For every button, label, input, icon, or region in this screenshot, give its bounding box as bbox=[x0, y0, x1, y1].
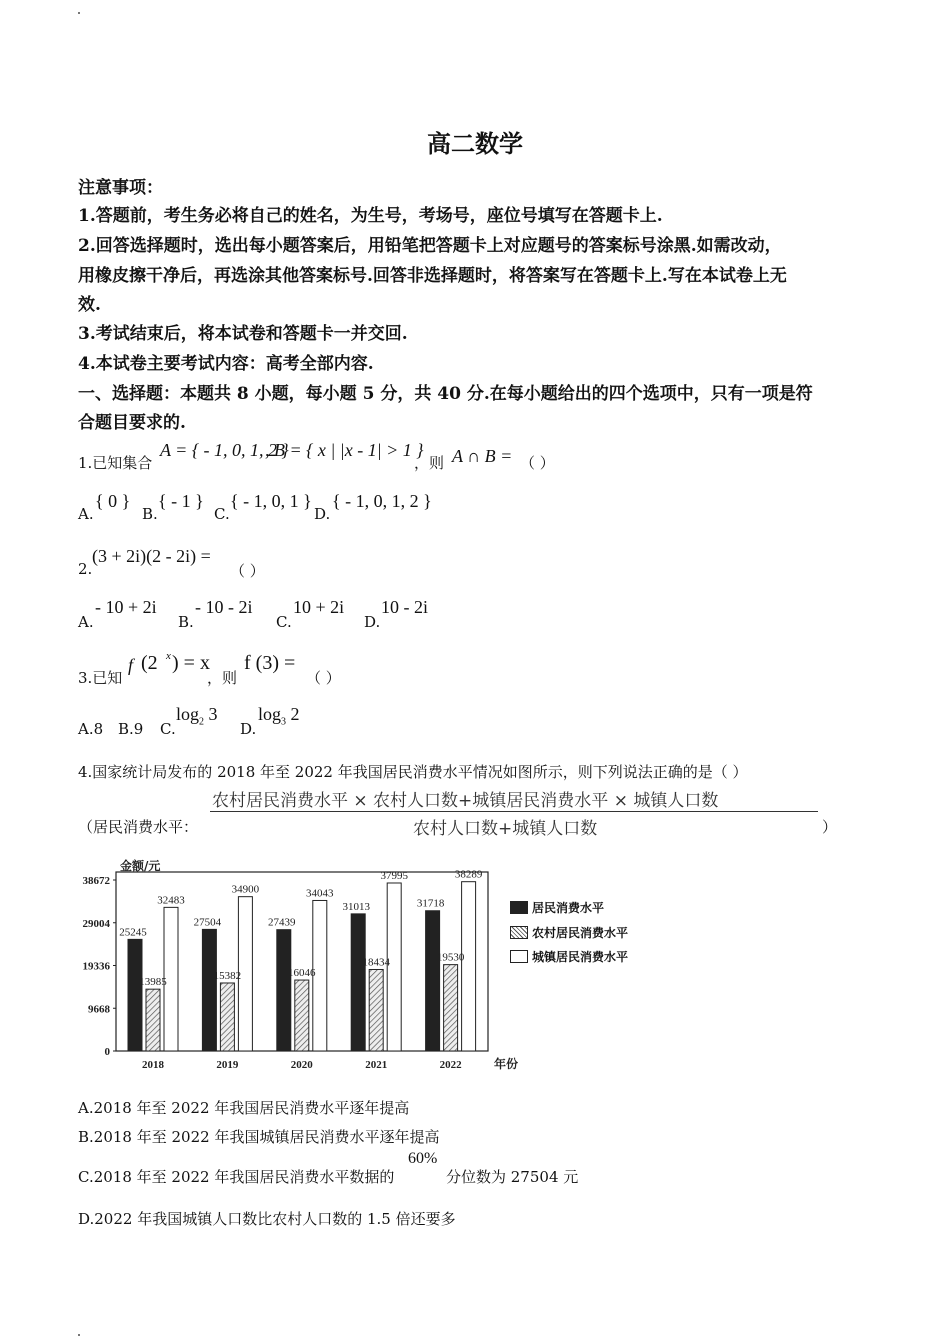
legend-label-urban: 城镇居民消费水平 bbox=[532, 950, 629, 964]
q2-option-c-value: 10 + 2i bbox=[293, 597, 345, 617]
x-axis-label: 年份 bbox=[494, 1057, 519, 1071]
bar-value-label: 34043 bbox=[306, 887, 334, 900]
q1-then: ，则 bbox=[414, 454, 445, 472]
q1-option-a-label: A. bbox=[78, 505, 94, 523]
q1-option-c-label: C. bbox=[214, 505, 230, 523]
q3-arg-rest: ) = x bbox=[172, 652, 210, 674]
x-tick-label: 2019 bbox=[216, 1059, 239, 1071]
bar-resident bbox=[277, 930, 291, 1051]
section-heading-line1: 一、选择题：本题共 8 小题，每小题 5 分，共 40 分.在每小题给出的四个选项中，只有一项是符 bbox=[78, 384, 813, 404]
q2-option-b-value: - 10 - 2i bbox=[195, 597, 253, 617]
bar-value-label: 13985 bbox=[139, 976, 167, 989]
q3-expression: f (3) = bbox=[244, 652, 296, 674]
q3-arg-base: (2 bbox=[141, 652, 158, 674]
q1-option-b-value: { - 1 } bbox=[158, 491, 204, 511]
y-tick-label: 29004 bbox=[82, 917, 110, 930]
x-tick-label: 2022 bbox=[439, 1059, 462, 1071]
bar-resident bbox=[351, 914, 365, 1051]
corner-dot-top bbox=[78, 12, 80, 14]
q2-option-a-value: - 10 + 2i bbox=[95, 597, 157, 617]
bar-value-label: 32483 bbox=[157, 894, 185, 907]
bar-urban bbox=[462, 882, 476, 1051]
x-tick-label: 2021 bbox=[365, 1059, 388, 1071]
page-title: 高二数学 bbox=[427, 129, 523, 158]
legend-label-rural: 农村居民消费水平 bbox=[532, 926, 629, 940]
bar-value-label: 34900 bbox=[231, 883, 260, 896]
y-axis-label: 金额/元 bbox=[120, 859, 161, 873]
bar-value-label: 37995 bbox=[380, 869, 408, 882]
q4-option-d: D.2022 年我国城镇人口数比农村人口数的 1.5 倍还要多 bbox=[78, 1210, 456, 1228]
q1-option-c-value: { - 1, 0, 1 } bbox=[230, 491, 312, 511]
bar-value-label: 15382 bbox=[213, 969, 242, 982]
q1-option-d-label: D. bbox=[314, 505, 331, 523]
bar-rural bbox=[220, 983, 234, 1051]
note-2-line1: 2.回答选择题时，选出每小题答案后，用铅笔把答题卡上对应题号的答案标号涂黑.如需改动， bbox=[78, 236, 782, 256]
bar-value-label: 31013 bbox=[342, 900, 370, 913]
q2-option-a-label: A. bbox=[78, 613, 94, 631]
note-4: 4.本试卷主要考试内容：高考全部内容. bbox=[78, 354, 374, 374]
bar-resident bbox=[202, 929, 216, 1051]
q2-option-d-label: D. bbox=[364, 613, 381, 631]
y-tick-label: 38672 bbox=[82, 875, 110, 887]
note-2-line2: 用橡皮擦干净后，再选涂其他答案标号.回答非选择题时，将答案写在答题卡上.写在本试卷上无 bbox=[78, 266, 787, 286]
q3-prefix: 3.已知 bbox=[78, 669, 123, 687]
q4-option-c-percent: 60% bbox=[408, 1150, 438, 1167]
q3-option-d-label: D. bbox=[240, 720, 257, 738]
q2-expression: (3 + 2i)(2 - 2i) = bbox=[92, 546, 211, 566]
q1-prefix: 1.已知集合 bbox=[78, 454, 153, 472]
q3-option-a: A.8 bbox=[78, 720, 104, 738]
x-tick-label: 2018 bbox=[142, 1059, 164, 1071]
legend-label-resident: 居民消费水平 bbox=[532, 901, 605, 915]
q4-stem: 4.国家统计局发布的 2018 年至 2022 年我国居民消费水平情况如图所示，则下列说法正确的是（ ） bbox=[78, 763, 748, 781]
bar-value-label: 19530 bbox=[436, 951, 465, 964]
q1-option-d-value: { - 1, 0, 1, 2 } bbox=[332, 491, 432, 511]
q2-answer-paren: （ ） bbox=[230, 562, 265, 580]
legend-swatch-urban bbox=[510, 950, 528, 963]
consumption-bar-chart bbox=[70, 858, 650, 1078]
q3-answer-paren: （ ） bbox=[306, 669, 341, 687]
bar-value-label: 16046 bbox=[288, 967, 316, 980]
y-tick-label: 19336 bbox=[82, 960, 110, 973]
q4-option-b: B.2018 年至 2022 年我国城镇居民消费水平逐年提高 bbox=[78, 1128, 440, 1146]
bar-rural bbox=[369, 969, 383, 1051]
q1-answer-paren: （ ） bbox=[520, 454, 555, 472]
q4-formula-denominator: 农村人口数+城镇人口数 bbox=[413, 819, 598, 839]
bar-resident bbox=[426, 911, 440, 1051]
bar-value-label: 27504 bbox=[193, 916, 222, 929]
q4-option-c-suffix: 分位数为 27504 元 bbox=[446, 1168, 579, 1186]
q2-option-d-value: 10 - 2i bbox=[381, 597, 428, 617]
bar-value-label: 31718 bbox=[416, 897, 445, 910]
note-1: 1.答题前，考生务必将自己的姓名，为生号，考场号，座位号填写在答题卡上. bbox=[78, 206, 663, 226]
q4-fraction-bar bbox=[210, 811, 818, 812]
bar-value-label: 38289 bbox=[454, 868, 483, 881]
q4-formula-prefix: （居民消费水平： bbox=[78, 818, 199, 836]
notes-heading: 注意事项： bbox=[78, 178, 163, 198]
q1-set-a: A = { - 1, 0, 1, 2 } bbox=[160, 440, 289, 460]
q1-option-a-value: { 0 } bbox=[95, 491, 131, 511]
y-tick-label: 0 bbox=[104, 1046, 110, 1058]
legend-swatch-rural bbox=[510, 926, 528, 939]
q3-then: ，则 bbox=[207, 669, 238, 687]
bar-value-label: 27439 bbox=[268, 916, 296, 929]
q3-option-c-label: C. bbox=[160, 720, 176, 738]
q4-formula-numerator: 农村居民消费水平 × 农村人口数+城镇居民消费水平 × 城镇人口数 bbox=[212, 791, 719, 811]
q4-formula-suffix: ） bbox=[822, 818, 838, 836]
note-3: 3.考试结束后，将本试卷和答题卡一并交回. bbox=[78, 324, 408, 344]
q1-expression: A ∩ B = bbox=[452, 446, 513, 466]
note-2-line3: 效. bbox=[78, 295, 101, 315]
q3-arg-exponent: x bbox=[166, 650, 171, 662]
q2-prefix: 2. bbox=[78, 560, 93, 578]
bar-rural bbox=[295, 980, 309, 1051]
bar-value-label: 25245 bbox=[119, 926, 147, 939]
bar-rural bbox=[146, 989, 160, 1051]
bar-value-label: 18434 bbox=[362, 956, 390, 969]
q4-option-a: A.2018 年至 2022 年我国居民消费水平逐年提高 bbox=[78, 1099, 410, 1117]
legend-swatch-resident bbox=[510, 901, 528, 914]
q1-set-b: , B = { x | |x - 1| > 1 } bbox=[265, 440, 424, 460]
bar-resident bbox=[128, 939, 142, 1051]
q3-option-c-log: $\log_2 3$ bbox=[176, 704, 218, 728]
section-heading-line2: 合题目要求的. bbox=[78, 413, 186, 433]
q4-option-c-prefix: C.2018 年至 2022 年我国居民消费水平数据的 bbox=[78, 1168, 395, 1186]
bar-rural bbox=[444, 965, 458, 1051]
corner-dot-bottom bbox=[78, 1334, 80, 1336]
q3-option-b: B.9 bbox=[118, 720, 144, 738]
q3-option-d-log: $\log_3 2$ bbox=[258, 704, 300, 728]
y-tick-label: 9668 bbox=[88, 1003, 110, 1016]
x-tick-label: 2020 bbox=[290, 1059, 313, 1071]
q3-f: f bbox=[128, 655, 134, 675]
q2-option-c-label: C. bbox=[276, 613, 292, 631]
q1-option-b-label: B. bbox=[142, 505, 158, 523]
q2-option-b-label: B. bbox=[178, 613, 194, 631]
